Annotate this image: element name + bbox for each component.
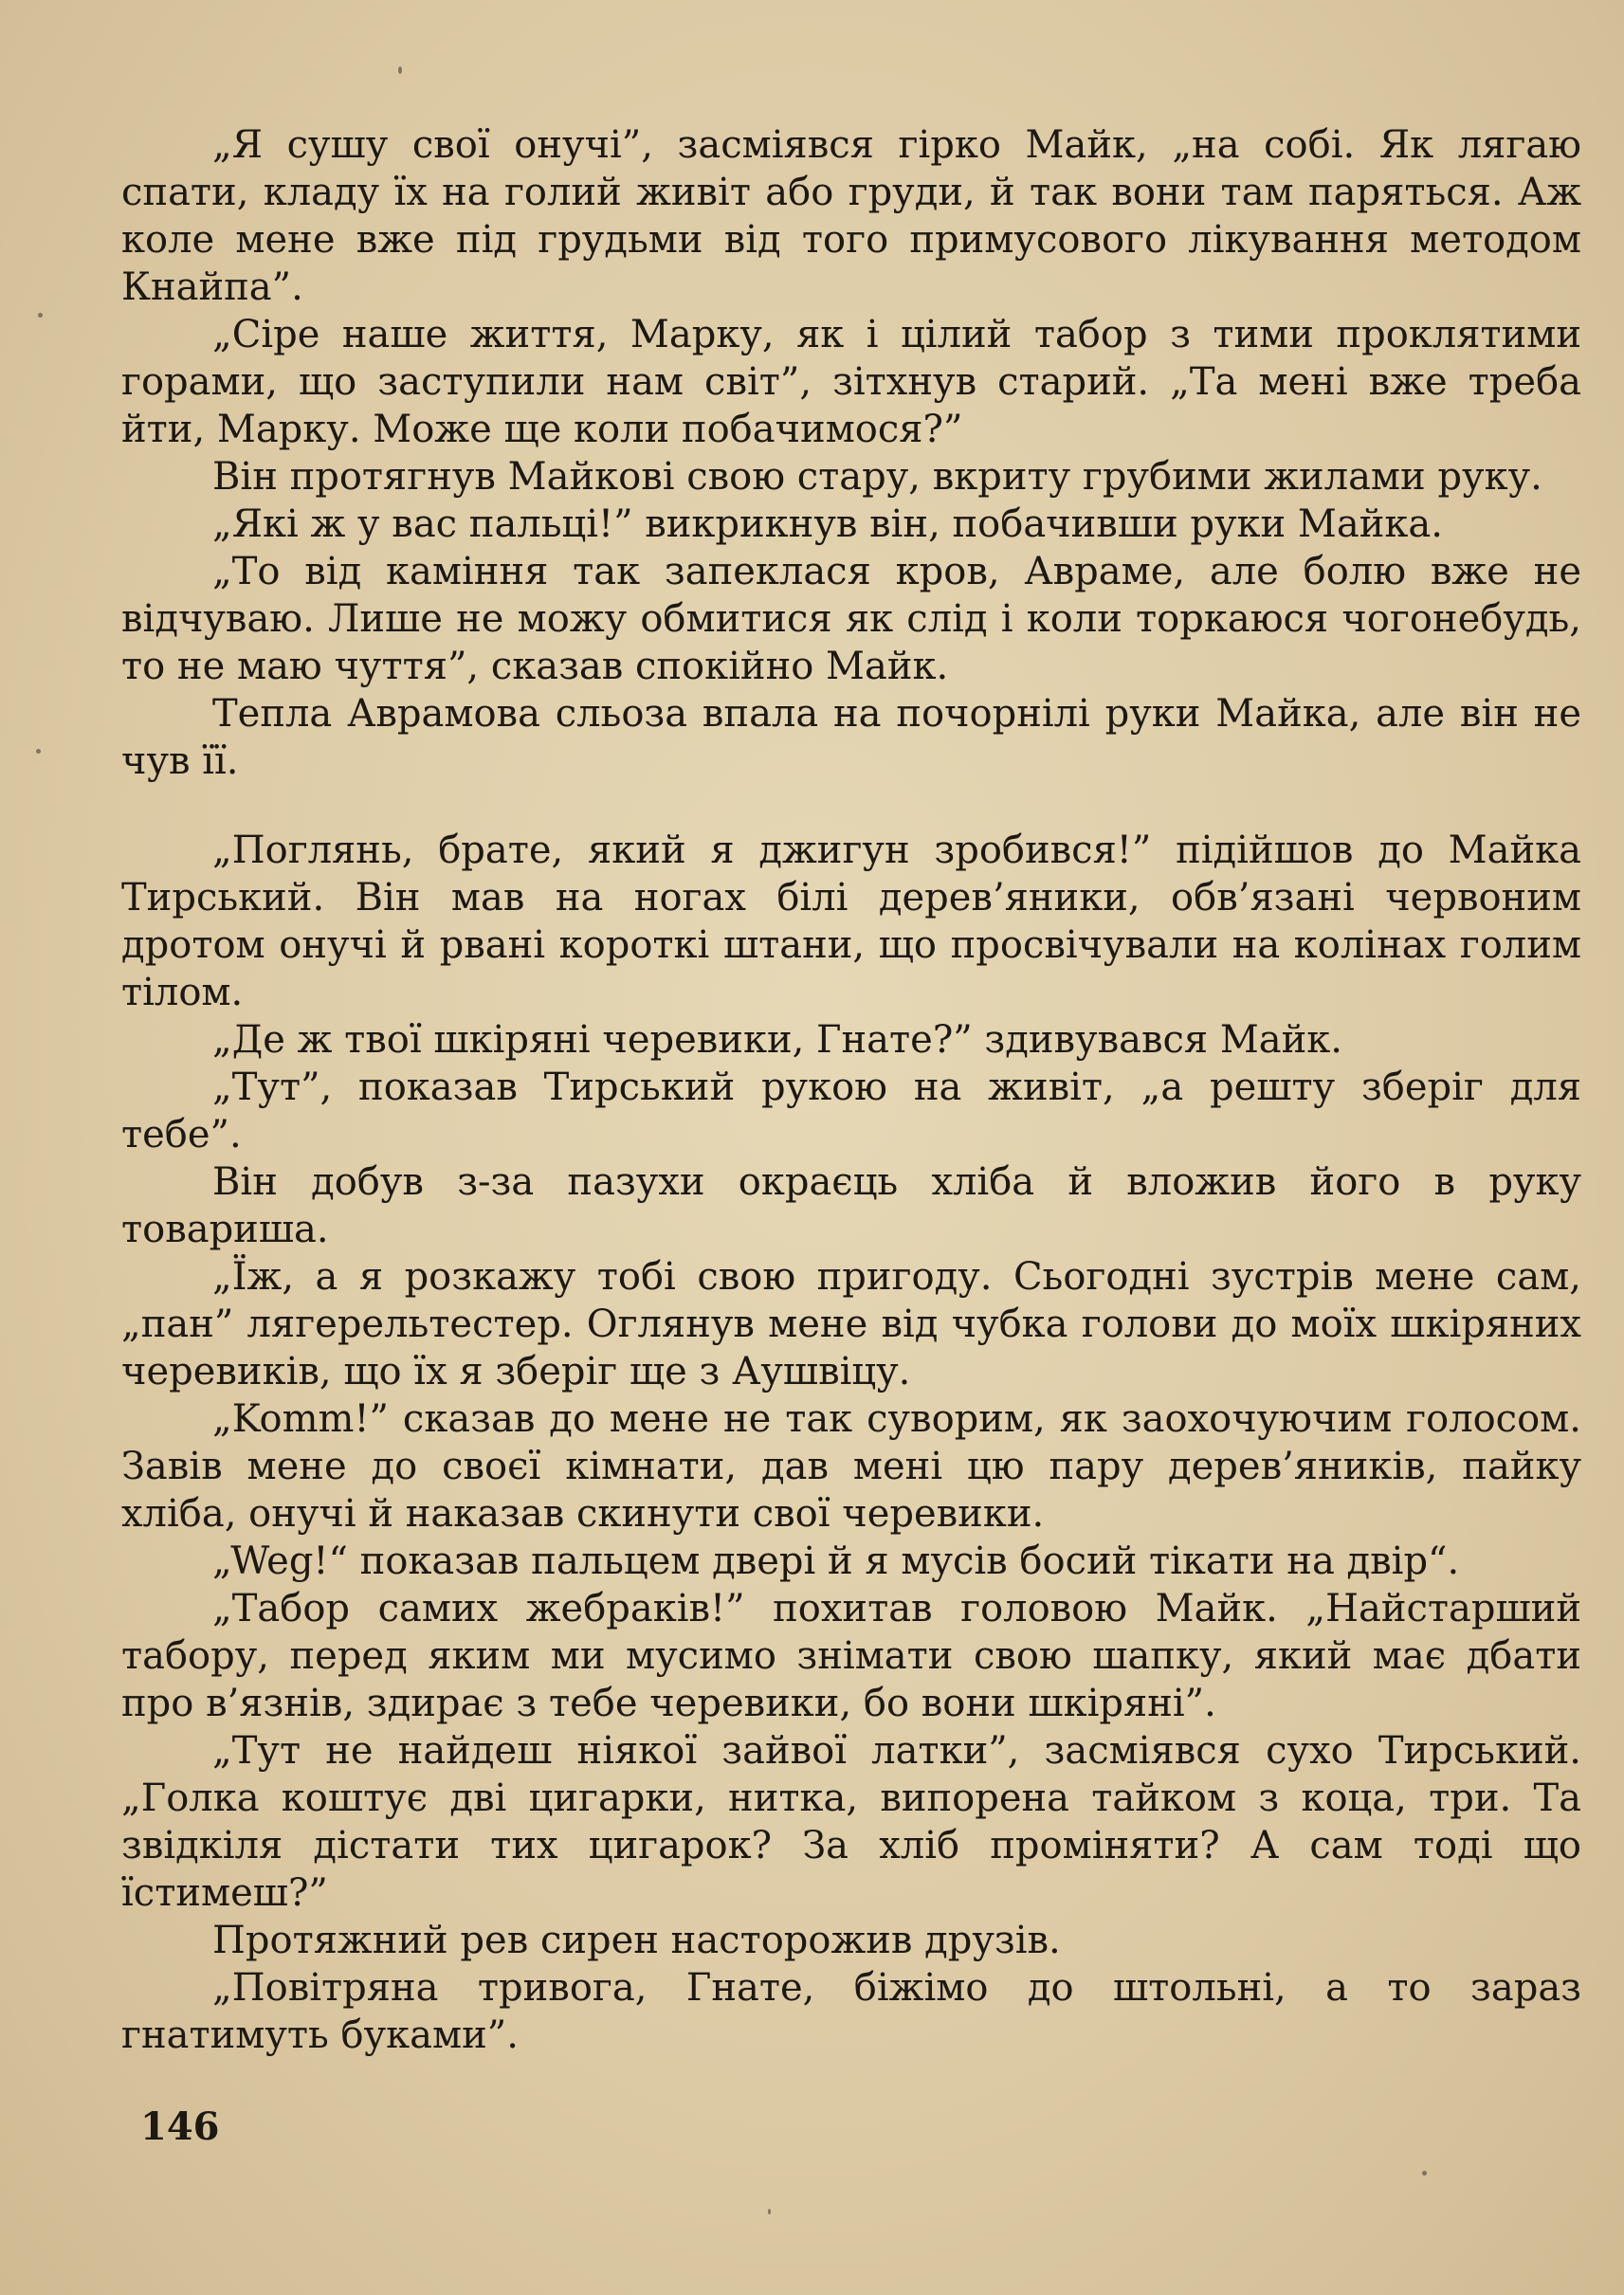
- page-number: 146: [140, 2104, 220, 2149]
- paragraph: „Їж, а я розкажу тобі свою пригоду. Сьогодні зустрів мене сам, „пан” лягерельтестер. Оглянув мене від чубка голови до моїх шкіряних черевиків, що їх я зберіг ще з Аушвіцу.: [121, 1255, 1581, 1393]
- paragraph: „Повітряна тривога, Гнате, біжімо до штольні, а то зараз гнатимуть буками”.: [121, 1966, 1581, 2057]
- paragraph: „Сіре наше життя, Марку, як і цілий табор з тими проклятими горами, що заступили нам світ”, зітхнув старий. „Та мені вже треба йти, Марку. Може ще коли побачимося?”: [121, 313, 1581, 451]
- paragraph: „Weg!“ показав пальцем двері й я мусів босий тікати на двір“.: [212, 1539, 1460, 1583]
- body-text: [121, 121, 1581, 2059]
- paragraph: „Komm!” сказав до мене не так суворим, як заохочуючим голосом. Завів мене до своєї кімнати, дав мені цю пару дерев’яників, пайку хліба, онучі й наказав скинути свої черевики.: [121, 1397, 1581, 1536]
- paper-speck: [768, 2209, 771, 2214]
- paragraph: Він протягнув Майкові свою стару, вкриту грубими жилами руку.: [212, 455, 1542, 499]
- paragraph: Тепла Аврамова сльоза впала на почорнілі руки Майка, але він не чув її.: [121, 692, 1581, 783]
- paper-speck: [36, 749, 41, 754]
- paragraph: Він добув з-за пазухи окраєць хліба й вложив його в руку товариша.: [121, 1160, 1581, 1251]
- paper-speck: [38, 313, 43, 318]
- paragraph: „Табор самих жебраків!” похитав головою Майк. „Найстарший табору, перед яким ми мусимо знімати свою шапку, який має дбати про в’язнів, здирає з тебе черевики, бо вони шкіряні”.: [121, 1587, 1581, 1725]
- paragraph: Протяжний рев сирен насторожив друзів.: [212, 1919, 1061, 1962]
- paragraph: „Тут не найдеш ніякої зайвої латки”, засміявся сухо Тирський. „Голка коштує дві цигарки, нитка, випорена тайком з коца, три. Та звідкіля дістати тих цигарок? За хліб проміняти? А сам тоді що їстимеш?”: [121, 1729, 1581, 1915]
- paragraph: „Я сушу свої онучі”, засміявся гірко Майк, „на собі. Як лягаю спати, кладу їх на голий живіт або груди, й так вони там паряться. Аж коле мене вже під грудьми від того примусового лікування методом Кнайпа”.: [121, 123, 1581, 309]
- paragraph: „Тут”, показав Тирський рукою на живіт, „а решту зберіг для тебе”.: [121, 1066, 1581, 1157]
- paragraph: „То від каміння так запеклася кров, Авраме, але болю вже не відчуваю. Лише не можу обмитися як слід і коли торкаюся чогонебудь, то не маю чуття”, сказав спокійно Майк.: [121, 550, 1581, 688]
- paper-speck: [1422, 2171, 1427, 2176]
- paragraph: „Поглянь, брате, який я джигун зробився!” підійшов до Майка Тирський. Він мав на ногах білі дерев’яники, обв’язані червоним дротом онучі й рвані короткі штани, що просвічували на колінах голим тілом.: [121, 829, 1581, 1014]
- paragraph: „Які ж у вас пальці!” викрикнув він, побачивши руки Майка.: [212, 502, 1443, 546]
- paper-speck: [398, 66, 402, 74]
- paragraph: „Де ж твої шкіряні черевики, Гнате?” здивувався Майк.: [212, 1018, 1343, 1062]
